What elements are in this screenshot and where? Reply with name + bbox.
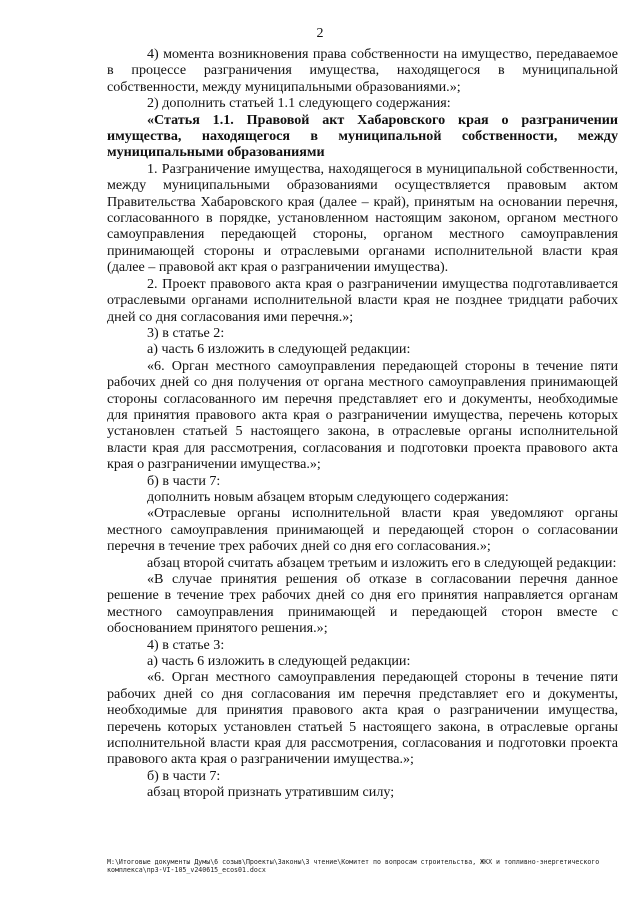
paragraph: абзац второй считать абзацем третьим и изложить его в следующей редакции: [147, 554, 617, 571]
document-body [107, 46, 618, 801]
paragraph: 4) в статье 3: [147, 636, 225, 653]
article-heading: «Статья 1.1. Правовой акт Хабаровского края о разграничении имущества, находящегося в муниципальной собственности, между муниципальными образованиями [107, 111, 618, 161]
paragraph: б) в части 7: [147, 472, 221, 489]
paragraph: 1. Разграничение имущества, находящегося в муниципальной собственности, между муниципальными образованиями осуществляется правовым актом Правительства Хабаровского края (далее – край), принятым на основании перечня, согласованного в порядке, установленном настоящим законом, органом местного самоуправления передающей стороны, органом местного самоуправления принимающей стороны и отраслевыми органами исполнительной власти края (далее – правовой акт края о разграничении имущества). [107, 160, 618, 276]
paragraph: 3) в статье 2: [147, 324, 225, 341]
paragraph: 2. Проект правового акта края о разграничении имущества подготавливается отраслевыми органами исполнительной власти края не позднее тридцати рабочих дней со дня согласования ими перечня.»; [107, 275, 618, 325]
paragraph: 2) дополнить статьей 1.1 следующего содержания: [147, 95, 451, 112]
paragraph: а) часть 6 изложить в следующей редакции: [147, 341, 411, 358]
paragraph: а) часть 6 изложить в следующей редакции: [147, 653, 411, 670]
page-number: 2 [316, 26, 324, 41]
paragraph: абзац второй признать утратившим силу; [147, 784, 395, 801]
paragraph: «В случае принятия решения об отказе в согласовании перечня данное решение в течение трех рабочих дней со дня его принятия направляется органам местного самоуправления принимающей и передающей сторон вместе с обоснованием принятого решения.»; [107, 571, 618, 637]
paragraph: дополнить новым абзацем вторым следующего содержания: [147, 488, 509, 505]
file-path-footer: M:\Итоговые документы Думы\6 созыв\Проекты\Законы\3 чтение\Комитет по вопросам строительства, ЖКХ и топливно-энергетического комплекса\пр3-VI-105_v240615_ecos01.docx [107, 858, 600, 875]
paragraph: «6. Орган местного самоуправления передающей стороны в течение пяти рабочих дней со дня получения от органа местного самоуправления принимающей стороны согласованного им перечня представляет его и документы, необходимые для принятия правового акта края о разграничении имущества, перечень которых установлен статьей 5 настоящего закона, в отраслевые органы исполнительной власти края для рассмотрения, согласования и подготовки проекта правового акта края о разграничении имущества.»; [107, 357, 618, 473]
paragraph: 4) момента возникновения права собственности на имущество, передаваемое в процессе разграничения имущества, находящегося в муниципальной собственности, между муниципальными образованиями.»; [107, 46, 618, 95]
paragraph: «6. Орган местного самоуправления передающей стороны в течение пяти рабочих дней со дня согласования им перечня представляет его и документы, необходимые для принятия правового акта края о разграничении имущества, перечень которых установлен статьей 5 настоящего закона, в отраслевые органы исполнительной власти края для рассмотрения, согласования и подготовки проекта правового акта края о разграничении имущества.»; [107, 669, 618, 768]
paragraph: б) в части 7: [147, 767, 221, 784]
paragraph: «Отраслевые органы исполнительной власти края уведомляют органы местного самоуправления принимающей и передающей сторон о согласовании перечня в течение трех рабочих дней со дня его согласования.»; [107, 505, 618, 555]
